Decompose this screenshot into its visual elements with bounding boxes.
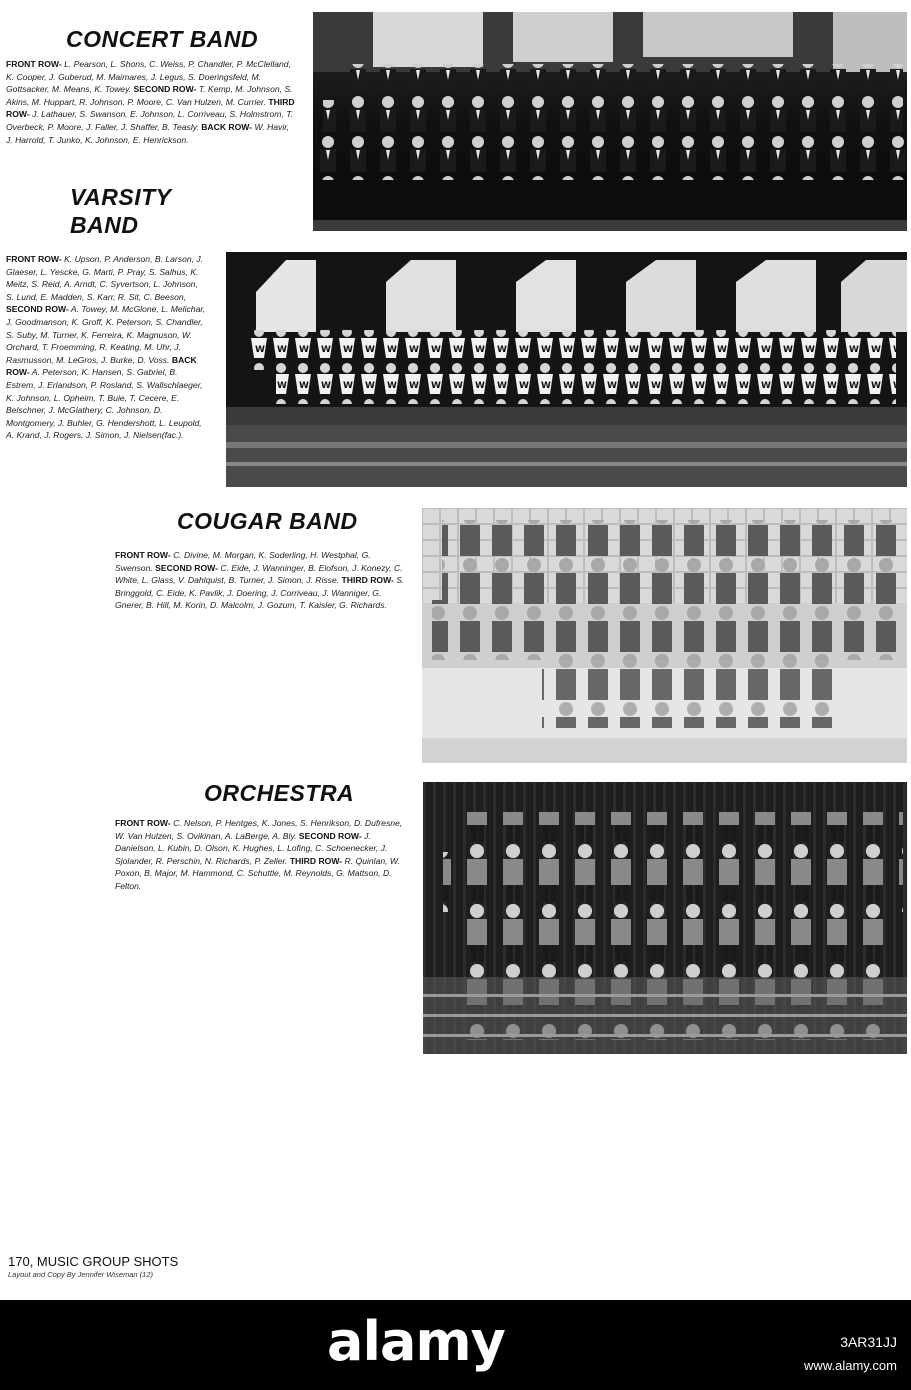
watermark-url: www.alamy.com xyxy=(804,1358,897,1373)
caption-names: T. Kemp, M. Johnson, S. Akins, M. Huppart, R. Johnson, P. Moore, C. Van Hulzen, M. Currier. xyxy=(6,84,293,107)
caption-row-label: FRONT ROW- xyxy=(6,59,62,69)
caption-names: K. Upson, P. Anderson, B. Larson, J. Glaeser, L. Yescke, G. Marti, P. Pray, S. Salhus, K. Meitz, S. Reid, A. Arndt, C. Syvertson, L. Johnson, S. Lund, E. Madden, S. Karr, R. Sit, C. Beeson, xyxy=(6,254,204,302)
caption-row-label: SECOND ROW- xyxy=(133,84,197,95)
caption-names: L. Pearson, L. Shons, C. Weiss, P. Chandler, P. McClelland, K. Cooper, J. Guberud, M. Maimares, J. Legus, S. Doeringsfeld, M. Gottsacker, M. Means, K. Towey. xyxy=(6,59,291,95)
orchestra-photo xyxy=(423,782,907,1054)
concert-band-photo xyxy=(313,12,907,231)
page-footer-title: 170, MUSIC GROUP SHOTS xyxy=(8,1254,179,1269)
caption-row-label: FRONT ROW- xyxy=(6,254,62,264)
watermark-logo: alamy xyxy=(327,1310,505,1373)
varsity-band-heading-line2: BAND xyxy=(70,212,139,238)
caption-names: J. Danielson, L. Kubin, D. Olson, K. Hughes, L. Lofing, C. Schoenecker, J. Sjolander, R. Perschin, N. Richards, P. Zeller. xyxy=(115,830,388,866)
varsity-band-caption xyxy=(6,253,208,442)
cougar-band-photo xyxy=(422,508,907,763)
concert-band-heading: CONCERT BAND xyxy=(66,26,259,52)
cougar-band-heading: COUGAR BAND xyxy=(177,508,358,534)
caption-row-label: SECOND ROW- xyxy=(6,304,69,315)
caption-names: J. Lathauer, S. Swanson, E. Johnson, L. Corriveau, S. Holmstrom, T. Overbeck, P. Moore, J. Faller, J. Shaffer, B. Teasly. xyxy=(6,109,294,132)
cougar-band-caption xyxy=(115,549,409,612)
varsity-band-heading-line1: VARSITY xyxy=(70,184,172,210)
watermark-image-id: 3AR31JJ xyxy=(840,1334,897,1350)
caption-row-label: THIRD ROW- xyxy=(6,96,295,120)
caption-row-label: SECOND ROW- xyxy=(155,562,218,573)
caption-row-label: SECOND ROW- xyxy=(298,830,362,841)
caption-row-label: THIRD ROW- xyxy=(289,855,343,866)
caption-row-label: THIRD ROW- xyxy=(341,575,394,586)
page-footer-credit: Layout and Copy By Jennifer Wiseman (12) xyxy=(8,1270,154,1279)
caption-row-label: BACK ROW- xyxy=(201,121,253,132)
caption-names: C. Nelson, P. Hentges, K. Jones, S. Henrikson, D. Dufresne, W. Van Hulzen, S. Ovikinan, A. LaBerge, A. Bly. xyxy=(115,818,403,841)
concert-band-caption xyxy=(6,58,298,146)
caption-names: S. Bringgold, C. Eide, K. Pavlik, J. Doering, J. Corriveau, J. Wanniger, G. Gnerer, B. Hill, M. Korin, D. Malcolm, J. Gozum, T. Kaisler, G. Richards. xyxy=(115,575,405,611)
orchestra-heading: ORCHESTRA xyxy=(204,780,355,806)
watermark-banner xyxy=(0,1300,911,1390)
caption-names: A. Peterson, K. Hansen, S. Gabriel, B. Estrem, J. Erlandson, P. Rosland, S. Wallschlaeger, K. Johnson, L. Opheim, T. Buie, T. Cecere, E. Belschner, J. McGlathery, C. Johnson, D. Montgomery, J. Buhler, G. Hendershott, L. Leupold, A. Krand, J. Rogers, J. Simon, J. Nielsen(fac.). xyxy=(6,367,203,441)
caption-names: R. Quinlan, W. Poxon, B. Major, M. Hammond, C. Schuttle, M. Reynolds, G. Mattson, D. Felton. xyxy=(115,855,401,891)
caption-row-label: BACK ROW- xyxy=(6,354,197,378)
caption-names: W. Havir, J. Harrold, T. Junko, K. Johnson, E. Henrickson. xyxy=(6,121,290,145)
caption-row-label: FRONT ROW- xyxy=(115,550,171,560)
caption-names: C. Divine, M. Morgan, K. Soderling, H. Westphal, G. Swenson. xyxy=(115,550,371,573)
caption-names: C. Eide, J. Wanninger, B. Elofson, J. Konezy, C. White, L. Glass, V. Dahlquist, B. Turner, J. Simon, J. Risse. xyxy=(115,562,403,586)
caption-names: A. Towey, M. McGlone, L. Melichar, J. Goodmanson, K. Groff, K. Peterson, S. Chandler, S. Suby, M. Turner, K. Ferreira, K. Magnuson, W. Orchard, T. Froemming, R. Keating, M. Uhr, J. Rasmusson, M. LeGros, J. Burke, D. Voss. xyxy=(6,304,206,365)
varsity-band-photo xyxy=(226,252,907,487)
caption-row-label: FRONT ROW- xyxy=(115,818,171,828)
orchestra-caption xyxy=(115,817,409,893)
